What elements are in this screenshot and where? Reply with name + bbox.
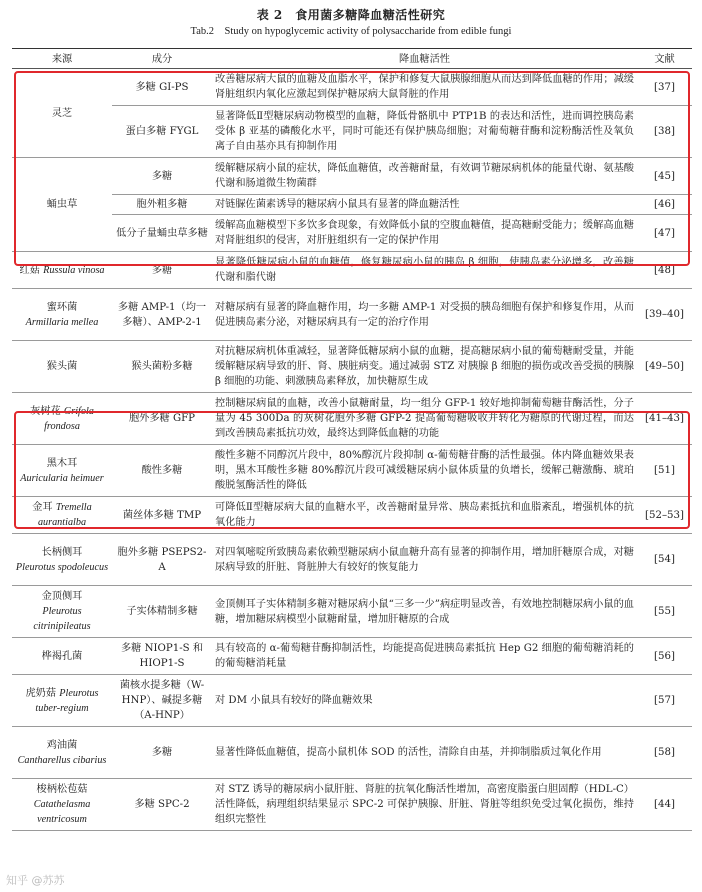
component-cell: 菌丝体多糖 TMP	[112, 497, 212, 534]
table-row	[12, 289, 692, 341]
reference-cell: [56]	[637, 638, 692, 675]
activity-cell: 缓解高血糖模型下多饮多食现象，有效降低小鼠的空腹血糖值，提高糖耐受能力；缓解高血糖对肾脏组织的侵害，对肝脏组织有一定的保护作用	[212, 215, 637, 252]
reference-cell: [37]	[637, 69, 692, 106]
source-cell	[12, 289, 112, 341]
activity-cell: 可降低Ⅱ型糖尿病大鼠的血糖水平，改善糖耐量异常、胰岛素抵抗和血脂紊乱，增强机体的抗氧化能力	[212, 497, 637, 534]
activity-cell: 金顶侧耳子实体精制多糖对糖尿病小鼠“三多一少”病症明显改善，有效地控制糖尿病小鼠的血糖，增加糖尿病模型小鼠糖耐量，增加肝糖原的合成	[212, 586, 637, 638]
reference-cell: [55]	[637, 586, 692, 638]
component-cell: 子实体精制多糖	[112, 586, 212, 638]
reference-cell: [52–53]	[637, 497, 692, 534]
source-cn: 虎奶菇	[25, 687, 57, 699]
source-en: Armillaria mellea	[25, 316, 99, 328]
component-cell: 胞外多糖 GFP	[112, 393, 212, 445]
source-cn: 桦褐孔菌	[41, 650, 83, 662]
source-en: Grifola frondosa	[44, 405, 94, 432]
source-cn: 灰树花	[30, 405, 61, 417]
header-reference: 文献	[637, 50, 692, 69]
source-en: Tremella aurantialba	[37, 502, 92, 528]
source-cn: 长柄侧耳	[41, 546, 83, 558]
source-cell	[12, 586, 112, 638]
header-source: 来源	[12, 50, 112, 69]
table-row	[12, 727, 692, 779]
source-cn: 蜜环菌	[46, 301, 78, 313]
activity-cell: 控制糖尿病鼠的血糖，改善小鼠糖耐量，均一组分 GFP-1 较好地抑制葡萄糖苷酶活性，分子量为 45 300Da 的灰树花胞外多糖 GFP-2 提高葡萄糖吸收并转化为糖原的代谢过程，而达到改善胰岛素抵抗功效，最终达到降低血糖的功能	[212, 393, 637, 445]
component-cell: 多糖 AMP-1（均一多糖）、AMP-2-1	[112, 289, 212, 341]
component-cell: 蛋白多糖 FYGL	[112, 106, 212, 158]
reference-cell: [41–43]	[637, 393, 692, 445]
highlight-box	[14, 411, 690, 529]
component-cell: 多糖	[112, 252, 212, 289]
reference-cell: [58]	[637, 727, 692, 779]
table-row	[12, 534, 692, 586]
source-en: Russula vinosa	[43, 264, 105, 276]
source-en: Pleurotus spodoleucus	[15, 561, 109, 573]
source-en: Catathelasma ventricosum	[33, 799, 91, 825]
reference-cell: [38]	[637, 106, 692, 158]
table-row	[12, 341, 692, 393]
component-cell: 多糖 GI-PS	[112, 69, 212, 106]
source-en: Cantharellus cibarius	[17, 754, 107, 766]
component-cell: 胞外多糖 PSEPS2-A	[112, 534, 212, 586]
component-cell: 低分子量蛹虫草多糖	[112, 215, 212, 252]
source-cell	[12, 534, 112, 586]
source-cn: 鸡油菌	[46, 739, 78, 751]
header-activity: 降血糖活性	[212, 50, 637, 69]
source-en: Pleurotus citrinipileatus	[33, 606, 91, 632]
header-component: 成分	[112, 50, 212, 69]
component-cell: 酸性多糖	[112, 445, 212, 497]
activity-cell: 具有较高的 α-葡萄糖苷酶抑制活性，均能提高促进胰岛素抵抗 Hep G2 细胞的葡萄糖消耗的的葡萄糖消耗量	[212, 638, 637, 675]
source-cn: 黑木耳	[46, 457, 78, 469]
table-title-cn: 表 2 食用菌多糖降血糖活性研究	[256, 8, 446, 22]
activity-cell: 显著性降低血糖值，提高小鼠机体 SOD 的活性，清除自由基，并抑制脂质过氧化作用	[212, 727, 637, 779]
component-cell: 菌核水提多糖（W-HNP）、碱提多糖（A-HNP）	[112, 675, 212, 727]
component-cell: 猴头菌粉多糖	[112, 341, 212, 393]
reference-cell: [46]	[637, 195, 692, 215]
component-cell: 多糖 NIOP1-S 和 HIOP1-S	[112, 638, 212, 675]
table-row	[12, 675, 692, 727]
reference-cell: [48]	[637, 252, 692, 289]
activity-cell: 对 STZ 诱导的糖尿病小鼠肝脏、肾脏的抗氧化酶活性增加，高密度脂蛋白胆固醇（HDL-C）活性降低，病理组织结果显示 SPC-2 可保护胰腺、肝脏、肾脏等组织免受过氧化损伤，维持组织完整性	[212, 779, 637, 831]
reference-cell: [57]	[637, 675, 692, 727]
table-row	[12, 586, 692, 638]
activity-cell: 显著降低Ⅱ型糖尿病动物模型的血糖，降低骨骼肌中 PTP1B 的表达和活性，进而调控胰岛素受体 β 亚基的磷酸化水平，同时可能还有保护胰岛细胞；对葡萄糖苷酶和淀粉酶活性及氧负离子自由基亦具有抑制作用	[212, 106, 637, 158]
source-cn: 蛹虫草	[46, 199, 78, 210]
source-cn: 红菇	[19, 264, 40, 276]
activity-cell: 显著降低糖尿病小鼠的血糖值，修复糖尿病小鼠的胰岛 β 细胞，使胰岛素分泌增多，改善糖代谢和脂代谢	[212, 252, 637, 289]
reference-cell: [44]	[637, 779, 692, 831]
source-cell	[12, 638, 112, 675]
source-cn: 梭柄松苞菇	[36, 784, 88, 795]
source-cell	[12, 779, 112, 831]
source-cell	[12, 727, 112, 779]
activity-cell: 缓解糖尿病小鼠的症状，降低血糖值，改善糖耐量，有效调节糖尿病机体的能量代谢、氨基酸代谢和肠道微生物菌群	[212, 158, 637, 195]
table-row	[12, 779, 692, 831]
source-cn: 灵芝	[51, 107, 73, 119]
activity-cell: 改善糖尿病大鼠的血糖及血脂水平，保护和修复大鼠胰腺细胞从而达到降低血糖的作用；减缓肾脏组织内氧化应激起到保护糖尿病大鼠肾脏的作用	[212, 69, 637, 106]
source-cell	[12, 675, 112, 727]
highlight-box	[14, 71, 690, 266]
activity-cell: 对糖尿病有显著的降血糖作用，均一多糖 AMP-1 对受损的胰岛细胞有保护和修复作用，从而促进胰岛素分泌，对糖尿病具有一定的治疗作用	[212, 289, 637, 341]
reference-cell: [51]	[637, 445, 692, 497]
activity-cell: 酸性多糖不同醇沉片段中，80%醇沉片段抑制 α-葡萄糖苷酶的活性最强。体内降血糖效果表明，黑木耳酸性多糖 80%醇沉片段可减缓糖尿病小鼠体质量的负增长，缓解己糖激酶、琥珀酸脱氢酶活性的降低	[212, 445, 637, 497]
watermark-text: 知乎 @苏苏	[6, 874, 65, 887]
component-cell: 多糖	[112, 158, 212, 195]
component-cell: 多糖	[112, 727, 212, 779]
activity-cell: 对链脲佐菌素诱导的糖尿病小鼠具有显著的降血糖活性	[212, 195, 637, 215]
source-cell	[12, 341, 112, 393]
source-en: Auricularia heimuer	[20, 472, 104, 484]
reference-cell: [39–40]	[637, 289, 692, 341]
reference-cell: [49–50]	[637, 341, 692, 393]
source-cn: 金耳	[32, 502, 53, 513]
header-row	[12, 50, 692, 69]
source-en: Pleurotus tuber-regium	[35, 687, 99, 714]
reference-cell: [45]	[637, 158, 692, 195]
activity-cell: 对抗糖尿病机体重减轻，显著降低糖尿病小鼠的血糖，提高糖尿病小鼠的葡萄糖耐受量，并能缓解糖尿病导致的肝、肾、胰脏病变。通过减弱 STZ 对胰腺 β 细胞的损伤或改善受损的胰腺 β 细胞的功能、刺激胰岛素释放，加快糖原生成	[212, 341, 637, 393]
activity-cell: 对四氧嘧啶所致胰岛素依赖型糖尿病小鼠血糖升高有显著的抑制作用，增加肝糖原合成，对糖尿病导致的肝脏、肾脏肿大有较好的恢复能力	[212, 534, 637, 586]
component-cell: 多糖 SPC-2	[112, 779, 212, 831]
source-cn: 金顶侧耳	[41, 591, 83, 602]
reference-cell: [47]	[637, 215, 692, 252]
activity-cell: 对 DM 小鼠具有较好的降血糖效果	[212, 675, 637, 727]
top-rule	[12, 48, 692, 49]
source-cn: 猴头菌	[46, 361, 78, 372]
component-cell: 胞外粗多糖	[112, 195, 212, 215]
reference-cell: [54]	[637, 534, 692, 586]
table-row	[12, 638, 692, 675]
table-title-en: Tab.2 Study on hypoglycemic activity of polysaccharide from edible fungi	[190, 26, 512, 37]
